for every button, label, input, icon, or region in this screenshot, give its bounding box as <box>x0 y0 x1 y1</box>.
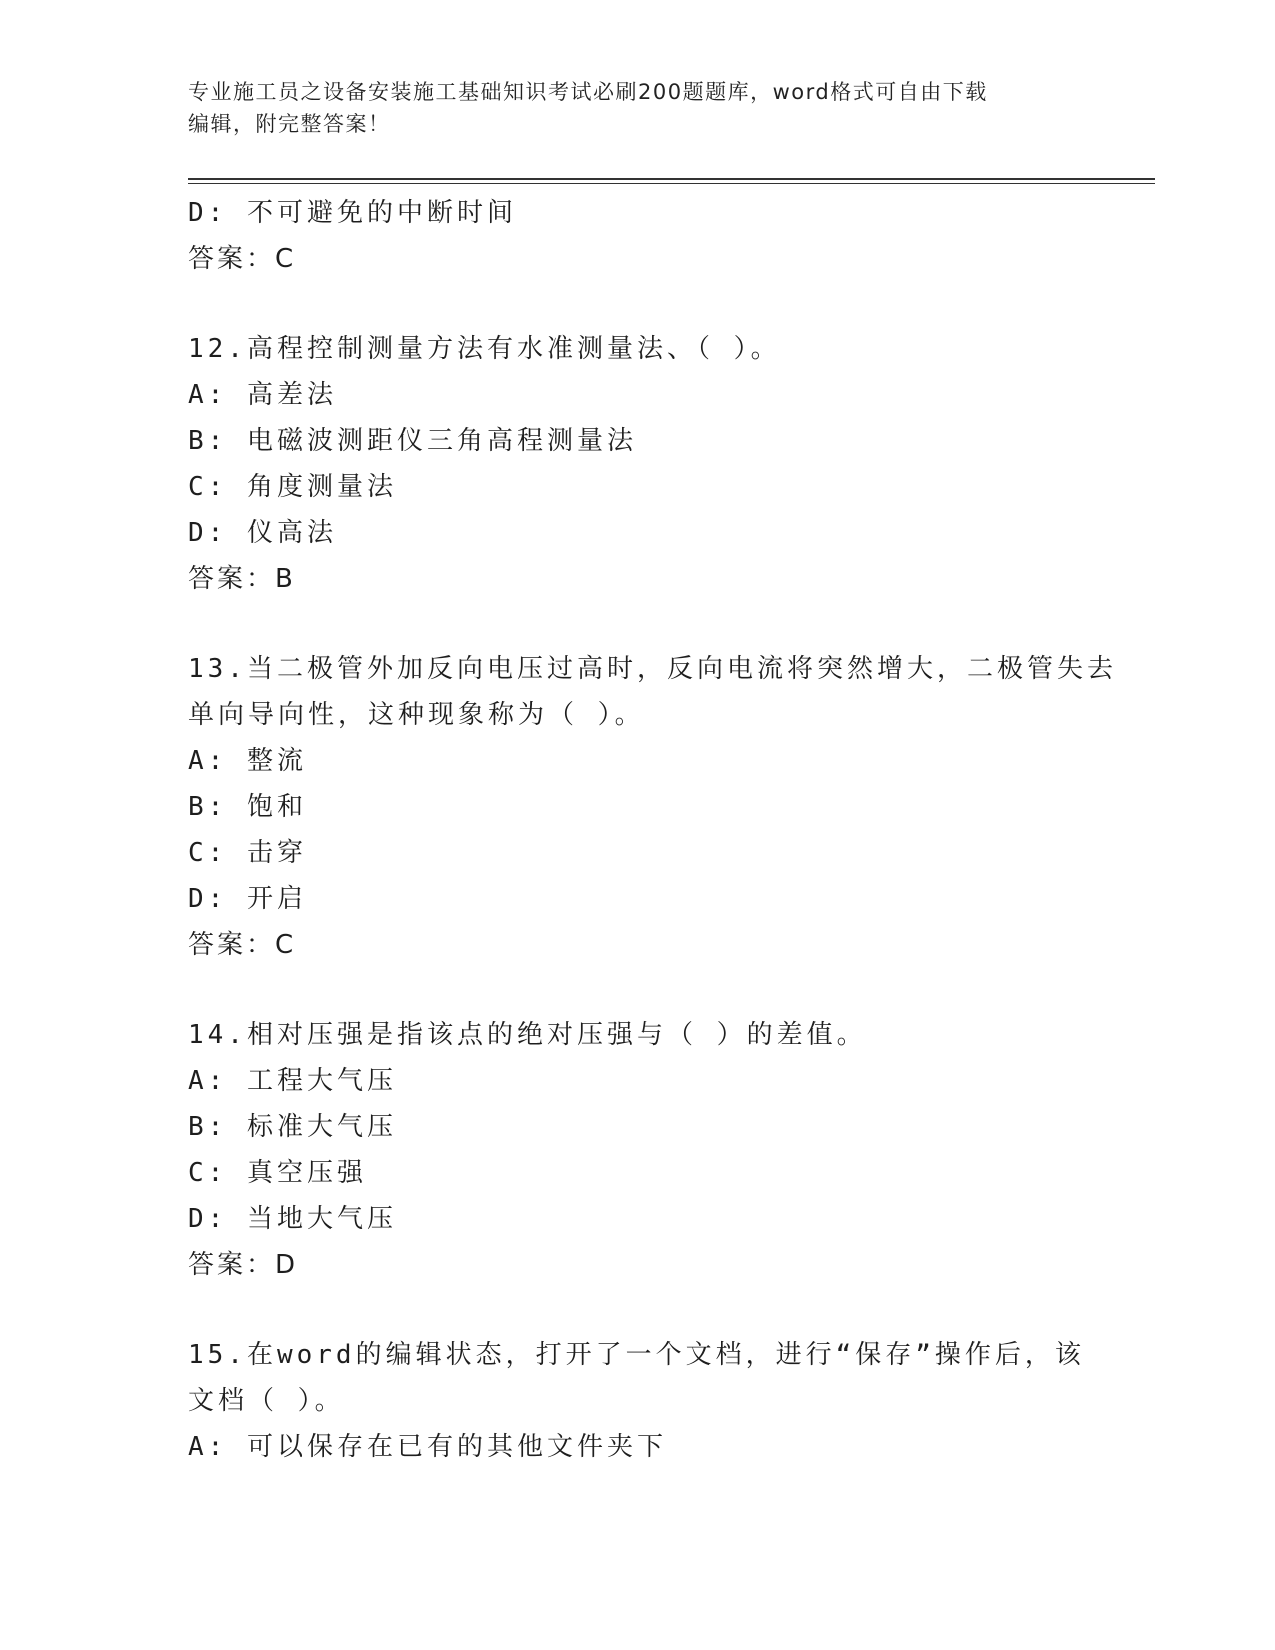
option-a: A: 整流 <box>188 746 307 776</box>
option-c: C: 击穿 <box>188 838 307 868</box>
spacer <box>188 968 1088 1012</box>
answer-line: 答案：B <box>188 564 296 594</box>
question-content <box>188 190 1117 1470</box>
option-a: A: 可以保存在已有的其他文件夹下 <box>188 1432 667 1462</box>
question-block <box>188 326 1088 602</box>
page-header <box>188 76 1068 140</box>
question-block <box>188 1332 1088 1470</box>
question-stem-continued: 文档（ ）。 <box>188 1386 345 1416</box>
spacer <box>188 602 1088 646</box>
answer-line: 答案：C <box>188 244 297 274</box>
question-stem: 15.在word的编辑状态，打开了一个文档，进行“保存”操作后，该 <box>188 1340 1085 1370</box>
option-d: D: 仪高法 <box>188 518 337 548</box>
question-stem: 12.高程控制测量方法有水准测量法、（ ）。 <box>188 334 781 364</box>
question-stem: 14.相对压强是指该点的绝对压强与（ ）的差值。 <box>188 1020 867 1050</box>
option-b: B: 饱和 <box>188 792 307 822</box>
spacer <box>188 1288 1088 1332</box>
header-divider-thick <box>188 178 1155 180</box>
header-title-line-2: 编辑，附完整答案！ <box>188 112 391 136</box>
question-stem: 13.当二极管外加反向电压过高时，反向电流将突然增大，二极管失去 <box>188 654 1117 684</box>
option-b: B: 标准大气压 <box>188 1112 397 1142</box>
question-block <box>188 646 1117 968</box>
option-c: C: 角度测量法 <box>188 472 397 502</box>
option-a: A: 高差法 <box>188 380 337 410</box>
option-d: D: 不可避免的中断时间 <box>188 198 517 228</box>
option-d: D: 开启 <box>188 884 307 914</box>
option-a: A: 工程大气压 <box>188 1066 397 1096</box>
answer-line: 答案：C <box>188 930 297 960</box>
option-b: B: 电磁波测距仪三角高程测量法 <box>188 426 637 456</box>
header-title-line-1: 专业施工员之设备安装施工基础知识考试必刷200题题库，word格式可自由下载 <box>188 80 988 104</box>
header-divider-thin <box>188 183 1155 184</box>
spacer <box>188 282 1088 326</box>
option-d: D: 当地大气压 <box>188 1204 397 1234</box>
option-c: C: 真空压强 <box>188 1158 367 1188</box>
question-block <box>188 1012 1088 1288</box>
answer-line: 答案：D <box>188 1250 299 1280</box>
question-stem-continued: 单向导向性，这种现象称为（ ）。 <box>188 700 645 730</box>
